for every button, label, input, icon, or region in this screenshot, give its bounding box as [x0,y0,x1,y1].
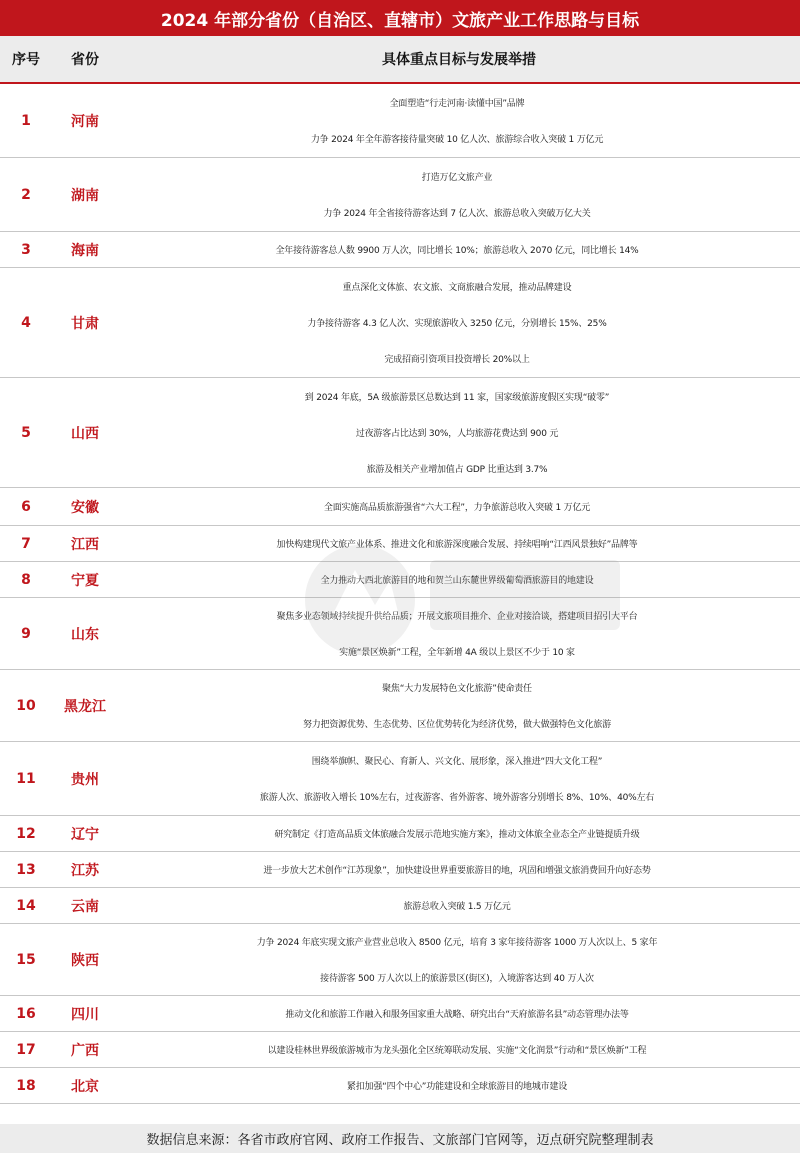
table-header [0,36,800,84]
detail-line: 力争 2024 年底实现文旅产业营业总收入 8500 亿元，培育 3 家年接待游客 1000 万人次以上、5 家年 [256,938,658,949]
table-row [0,888,800,924]
row-detail [118,84,800,157]
header-index: 序号 [12,52,40,68]
row-province: 山西 [71,425,99,442]
row-detail [118,598,800,669]
table-row [0,488,800,526]
detail-line: 过夜游客占比达到 30%，人均旅游花费达到 900 元 [355,428,559,439]
row-province: 辽宁 [71,826,99,843]
source-note: 数据信息来源：各省市政府官网、政府工作报告、文旅部门官网等，迈点研究院整理制表 [0,1124,800,1153]
header-province: 省份 [71,52,99,68]
table-row [0,1032,800,1068]
table-row [0,598,800,670]
detail-line: 努力把资源优势、生态优势、区位优势转化为经济优势，做大做强特色文化旅游 [302,719,611,730]
table-row [0,84,800,158]
detail-line: 以建设桂林世界级旅游城市为龙头强化全区统筹联动发展、实施“文化润景”行动和“景区焕新”工程 [267,1046,647,1056]
row-province: 云南 [71,898,99,915]
table-row [0,232,800,268]
detail-line: 聚焦“大力发展特色文化旅游”使命责任 [382,684,532,695]
row-detail [118,852,800,887]
row-index: 3 [21,241,31,258]
row-province: 海南 [71,242,99,259]
row-detail [118,158,800,231]
row-province: 贵州 [71,771,99,788]
table-row [0,996,800,1032]
row-index: 18 [16,1077,36,1094]
detail-line: 全力推动大西北旅游目的地和贺兰山东麓世界级葡萄酒旅游目的地建设 [320,576,594,586]
table-row [0,924,800,996]
row-index: 14 [16,897,36,914]
table-row [0,816,800,852]
detail-line: 全面塑造“行走河南·读懂中国”品牌 [389,98,525,109]
detail-line: 旅游总收入突破 1.5 万亿元 [403,902,511,912]
row-index: 13 [16,861,36,878]
row-detail [118,816,800,851]
table-row [0,742,800,816]
table-row [0,526,800,562]
detail-line: 力争 2024 年全年游客接待量突破 10 亿人次、旅游综合收入突破 1 万亿元 [310,135,604,146]
detail-line: 推动文化和旅游工作融入和服务国家重大战略、研究出台“天府旅游名县”动态管理办法等 [285,1010,629,1020]
table-row [0,852,800,888]
detail-line: 力争接待游客 4.3 亿人次、实现旅游收入 3250 亿元，分别增长 15%、25% [307,318,607,329]
detail-line: 紧扣加强“四个中心”功能建设和全球旅游目的地城市建设 [346,1082,568,1092]
row-detail [118,888,800,923]
table-row [0,268,800,378]
row-index: 1 [21,112,31,129]
row-province: 黑龙江 [64,698,106,715]
detail-line: 接待游客 500 万人次以上的旅游景区(街区)，入境游客达到 40 万人次 [320,973,594,984]
row-detail [118,488,800,525]
row-detail [118,526,800,561]
detail-line: 研究制定《打造高品质文体旅融合发展示范地实施方案》，推动文体旅全业态全产业链提质升级 [274,830,640,840]
detail-line: 全面实施高品质旅游强省“六大工程”，力争旅游总收入突破 1 万亿元 [323,503,591,513]
table-row [0,158,800,232]
row-detail [118,924,800,995]
detail-line: 旅游及相关产业增加值占 GDP 比重达到 3.7% [366,465,548,476]
row-province: 四川 [71,1006,99,1023]
row-index: 11 [16,770,36,787]
row-detail [118,268,800,377]
detail-line: 聚焦多业态领域持续提升供给品质；开展文旅项目推介、企业对接洽谈，搭建项目招引大平台 [276,612,638,623]
detail-line: 力争 2024 年全省接待游客达到 7 亿人次、旅游总收入突破万亿大关 [323,209,591,220]
row-province: 陕西 [71,952,99,969]
row-index: 7 [21,535,31,552]
detail-line: 旅游人次、旅游收入增长 10%左右，过夜游客、省外游客、境外游客分别增长 8%、10%、40%左右 [259,793,655,804]
row-index: 4 [21,314,31,331]
row-index: 15 [16,951,36,968]
row-detail [118,670,800,741]
page-title: 2024 年部分省份（自治区、直辖市）文旅产业工作思路与目标 [0,0,800,36]
row-index: 8 [21,571,31,588]
row-province: 湖南 [71,187,99,204]
table-row [0,1068,800,1104]
detail-line: 加快构建现代文旅产业体系、推进文化和旅游深度融合发展、持续唱响“江西风景独好”品牌等 [276,540,638,550]
row-province: 山东 [71,626,99,643]
row-province: 北京 [71,1078,99,1095]
row-detail [118,1032,800,1067]
table-row [0,562,800,598]
row-detail [118,232,800,267]
row-province: 河南 [71,113,99,130]
row-index: 5 [21,424,31,441]
row-index: 9 [21,625,31,642]
detail-line: 围绕举旗帜、聚民心、育新人、兴文化、展形象，深入推进“四大文化工程” [311,756,603,767]
table-row [0,378,800,488]
detail-line: 完成招商引资项目投资增长 20%以上 [384,355,530,366]
row-detail [118,562,800,597]
row-index: 16 [16,1005,36,1022]
table-row [0,670,800,742]
row-province: 宁夏 [71,572,99,589]
detail-line: 打造万亿文旅产业 [421,172,493,183]
detail-line: 实施“景区焕新”工程，全年新增 4A 级以上景区不少于 10 家 [339,647,575,658]
row-index: 12 [16,825,36,842]
row-index: 17 [16,1041,36,1058]
detail-line: 到 2024 年底，5A 级旅游景区总数达到 11 家，国家级旅游度假区实现“破零” [304,392,610,403]
row-detail [118,996,800,1031]
row-province: 安徽 [71,499,99,516]
detail-line: 全年接待游客总人数 9900 万人次，同比增长 10%；旅游总收入 2070 亿元，同比增长 14% [275,246,639,256]
row-province: 甘肃 [71,315,99,332]
row-detail [118,378,800,487]
row-index: 6 [21,498,31,515]
row-index: 10 [16,697,36,714]
row-detail [118,1068,800,1103]
header-detail: 具体重点目标与发展举措 [382,52,536,68]
detail-line: 进一步放大艺术创作“江苏现象”，加快建设世界重要旅游目的地，巩固和增强文旅消费回升向好态势 [263,866,651,876]
row-province: 广西 [71,1042,99,1059]
row-index: 2 [21,186,31,203]
row-province: 江西 [71,536,99,553]
table-body [0,84,800,1104]
row-detail [118,742,800,815]
row-province: 江苏 [71,862,99,879]
detail-line: 重点深化文体旅、农文旅、文商旅融合发展，推动品牌建设 [342,282,572,293]
